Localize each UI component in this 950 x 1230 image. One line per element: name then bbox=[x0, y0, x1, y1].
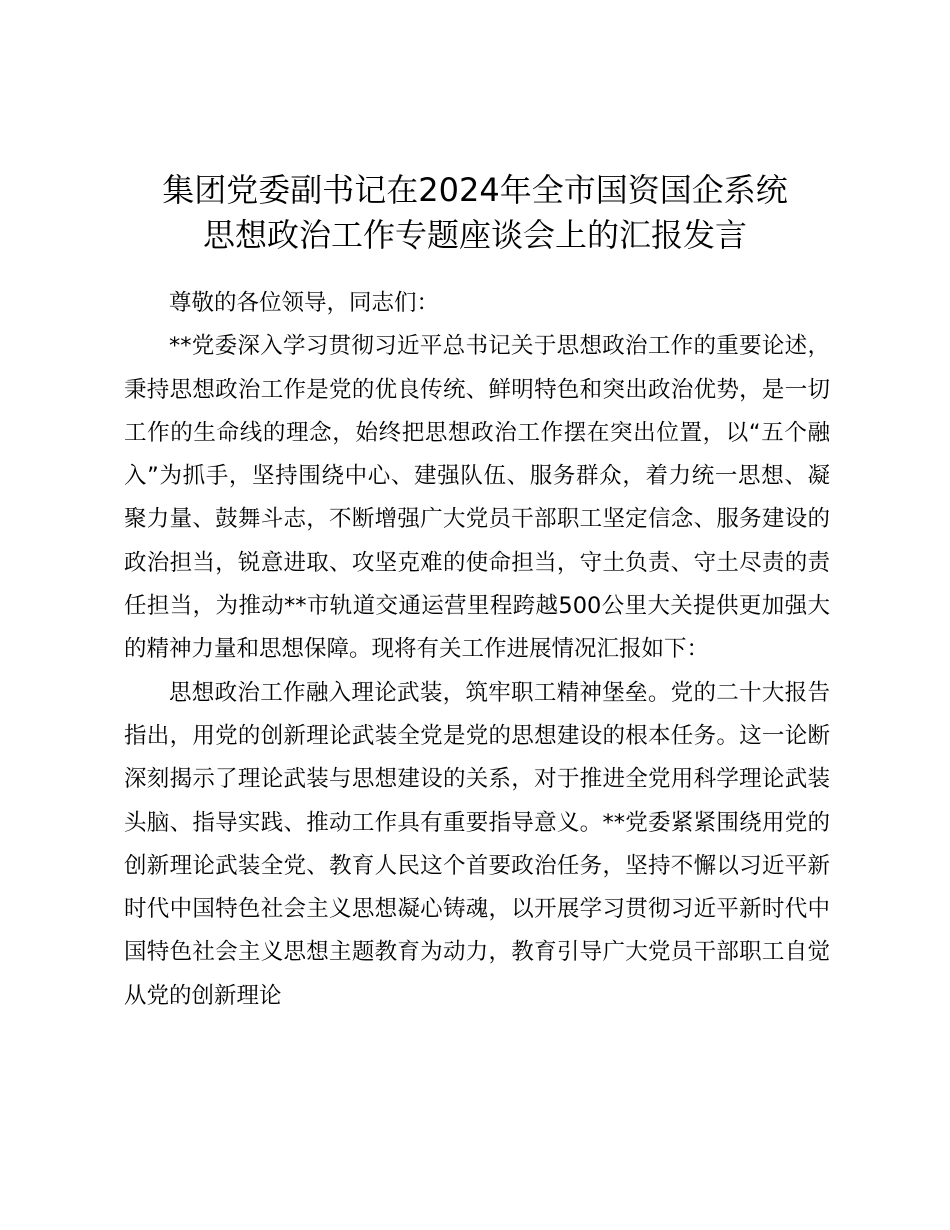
paragraph-1: **党委深入学习贯彻习近平总书记关于思想政治工作的重要论述，秉持思想政治工作是党的优良传统、鲜明特色和突出政治优势，是一切工作的生命线的理念，始终把思想政治工作摆在突出位置，以“五个融入”为抓手，坚持围绕中心、建强队伍、服务群众，着力统一思想、凝聚力量、鼓舞斗志，不断增强广大党员干部职工坚定信念、服务建设的政治担当，锐意进取、攻坚克难的使命担当，守土负责、守土尽责的责任担当，为推动**市轨道交通运营里程跨越500公里大关提供更加强大的精神力量和思想保障。现将有关工作进展情况汇报如下： bbox=[124, 333, 830, 663]
paragraph-2: 思想政治工作融入理论武装，筑牢职工精神堡垒。党的二十大报告指出，用党的创新理论武装全党是党的思想建设的根本任务。这一论断深刻揭示了理论武装与思想建设的关系，对于推进全党用科学理论武装头脑、指导实践、推动工作具有重要指导意义。**党委紧紧围绕用党的创新理论武装全党、教育人民这个首要政治任务，坚持不懈以习近平新时代中国特色社会主义思想凝心铸魂，以开展学习贯彻习近平新时代中国特色社会主义思想主题教育为动力，教育引导广大党员干部职工自觉从党的创新理论 bbox=[124, 679, 830, 1009]
title-line-1: 集团党委副书记在2024年全市国资国企系统 bbox=[162, 171, 788, 209]
document-body bbox=[124, 282, 830, 1018]
greeting: 尊敬的各位领导，同志们： bbox=[169, 290, 440, 316]
title-line-2: 思想政治工作专题座谈会上的汇报发言 bbox=[202, 216, 747, 254]
document-title bbox=[100, 168, 850, 258]
